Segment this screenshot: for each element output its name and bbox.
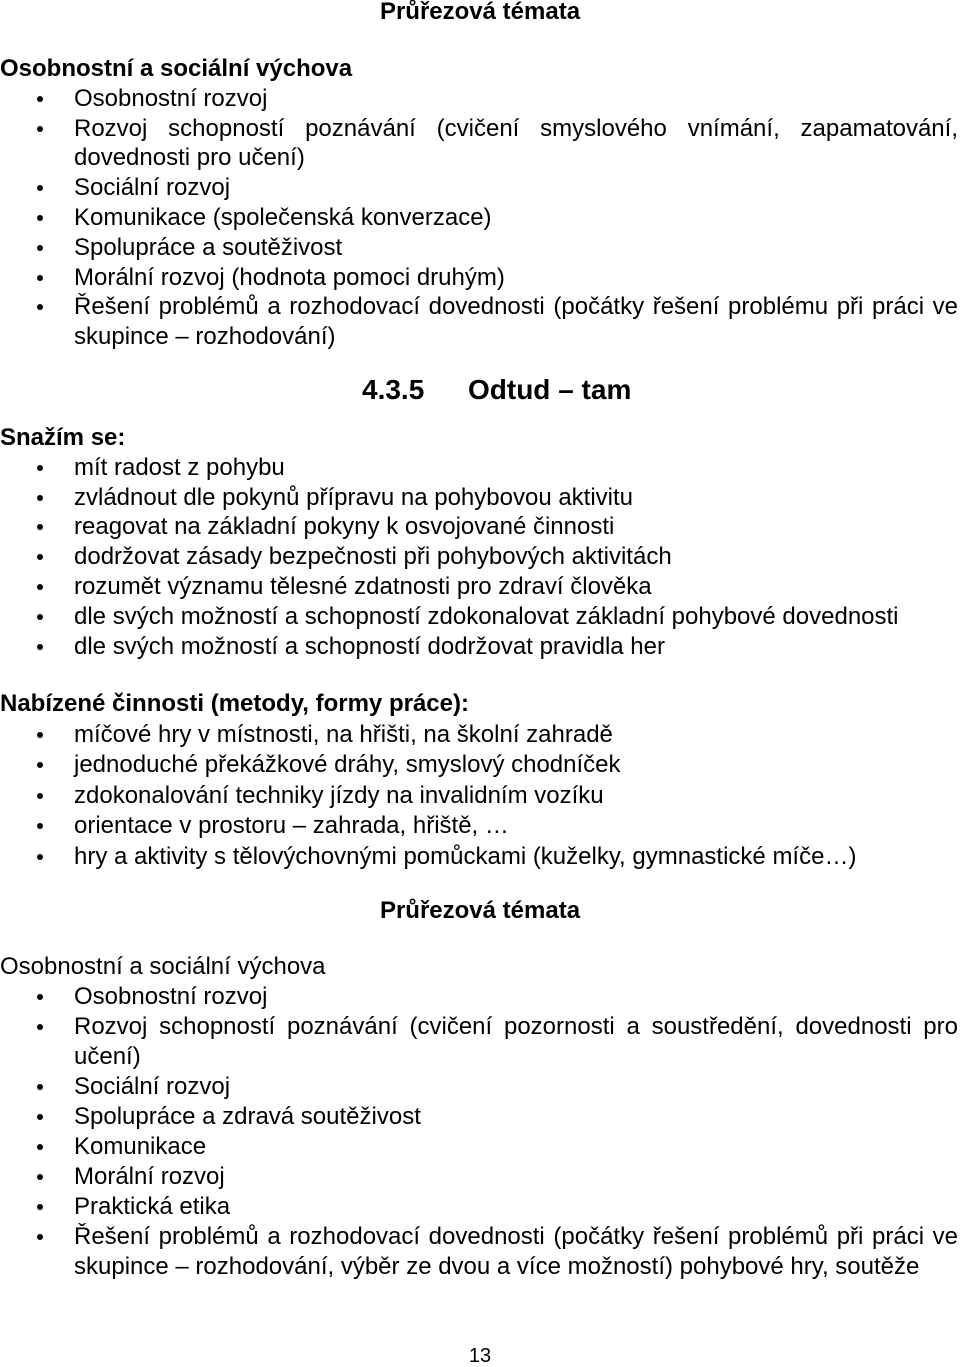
page-number: 13 bbox=[468, 1345, 492, 1367]
list-item: orientace v prostoru – zahrada, hřiště, … bbox=[0, 811, 958, 842]
list-item: zvládnout dle pokynů přípravu na pohybovou aktivitu bbox=[0, 483, 958, 513]
section-heading: Nabízené činnosti (metody, formy práce): bbox=[0, 690, 469, 717]
cross-topics-title: Průřezová témata bbox=[379, 0, 581, 25]
goals-section bbox=[0, 423, 958, 661]
section-heading: Osobnostní a sociální výchova bbox=[0, 55, 353, 82]
list-item: Komunikace (společenská konverzace) bbox=[0, 203, 958, 233]
list-item: mít radost z pohybu bbox=[0, 453, 958, 483]
list-item: rozumět významu tělesné zdatnosti pro zdraví člověka bbox=[0, 572, 958, 602]
activities-section bbox=[0, 689, 958, 872]
list-item: Spolupráce a zdravá soutěživost bbox=[0, 1102, 958, 1132]
list-item: Komunikace bbox=[0, 1132, 958, 1162]
personal-social-education-section bbox=[0, 952, 958, 1282]
list-item: Osobnostní rozvoj bbox=[0, 84, 958, 114]
list-item: Rozvoj schopností poznávání (cvičení pozornosti a soustředění, dovednosti pro učení) bbox=[0, 1012, 958, 1072]
bullet-list bbox=[0, 453, 958, 662]
section-heading: Snažím se: bbox=[0, 424, 126, 451]
list-item: Sociální rozvoj bbox=[0, 173, 958, 203]
cross-topics-title: Průřezová témata bbox=[379, 897, 581, 924]
list-item: Osobnostní rozvoj bbox=[0, 982, 958, 1012]
list-item: dle svých možností a schopností zdokonalovat základní pohybové dovednosti bbox=[0, 602, 958, 632]
list-item: Řešení problémů a rozhodovací dovednosti (počátky řešení problémů při práci ve skupince – rozhodování, výběr ze dvou a více možností) pohybové hry, soutěže bbox=[0, 1222, 958, 1282]
chapter-number: 4.3.5 bbox=[362, 374, 425, 405]
bullet-list bbox=[0, 84, 958, 352]
list-item: Rozvoj schopností poznávání (cvičení smyslového vnímání, zapamatování, dovednosti pro učení) bbox=[0, 114, 958, 174]
bullet-list bbox=[0, 982, 958, 1282]
list-item: dodržovat zásady bezpečnosti při pohybových aktivitách bbox=[0, 542, 958, 572]
list-item: jednoduché překážkové dráhy, smyslový chodníček bbox=[0, 750, 958, 781]
list-item: Sociální rozvoj bbox=[0, 1072, 958, 1102]
list-item: dle svých možností a schopností dodržovat pravidla her bbox=[0, 632, 958, 662]
personal-social-education-section bbox=[0, 54, 958, 352]
list-item: míčové hry v místnosti, na hřišti, na školní zahradě bbox=[0, 720, 958, 751]
section-heading: Osobnostní a sociální výchova bbox=[0, 953, 326, 980]
chapter-heading bbox=[362, 373, 762, 407]
list-item: hry a aktivity s tělovýchovnými pomůckami (kuželky, gymnastické míče…) bbox=[0, 842, 958, 873]
list-item: reagovat na základní pokyny k osvojované činnosti bbox=[0, 512, 958, 542]
list-item: Morální rozvoj bbox=[0, 1162, 958, 1192]
chapter-title: Odtud – tam bbox=[468, 374, 632, 405]
list-item: Spolupráce a soutěživost bbox=[0, 233, 958, 263]
bullet-list bbox=[0, 720, 958, 873]
list-item: Morální rozvoj (hodnota pomoci druhým) bbox=[0, 263, 958, 293]
list-item: Praktická etika bbox=[0, 1192, 958, 1222]
list-item: zdokonalování techniky jízdy na invalidním vozíku bbox=[0, 781, 958, 812]
list-item: Řešení problémů a rozhodovací dovednosti (počátky řešení problému při práci ve skupince – rozhodování) bbox=[0, 292, 958, 352]
